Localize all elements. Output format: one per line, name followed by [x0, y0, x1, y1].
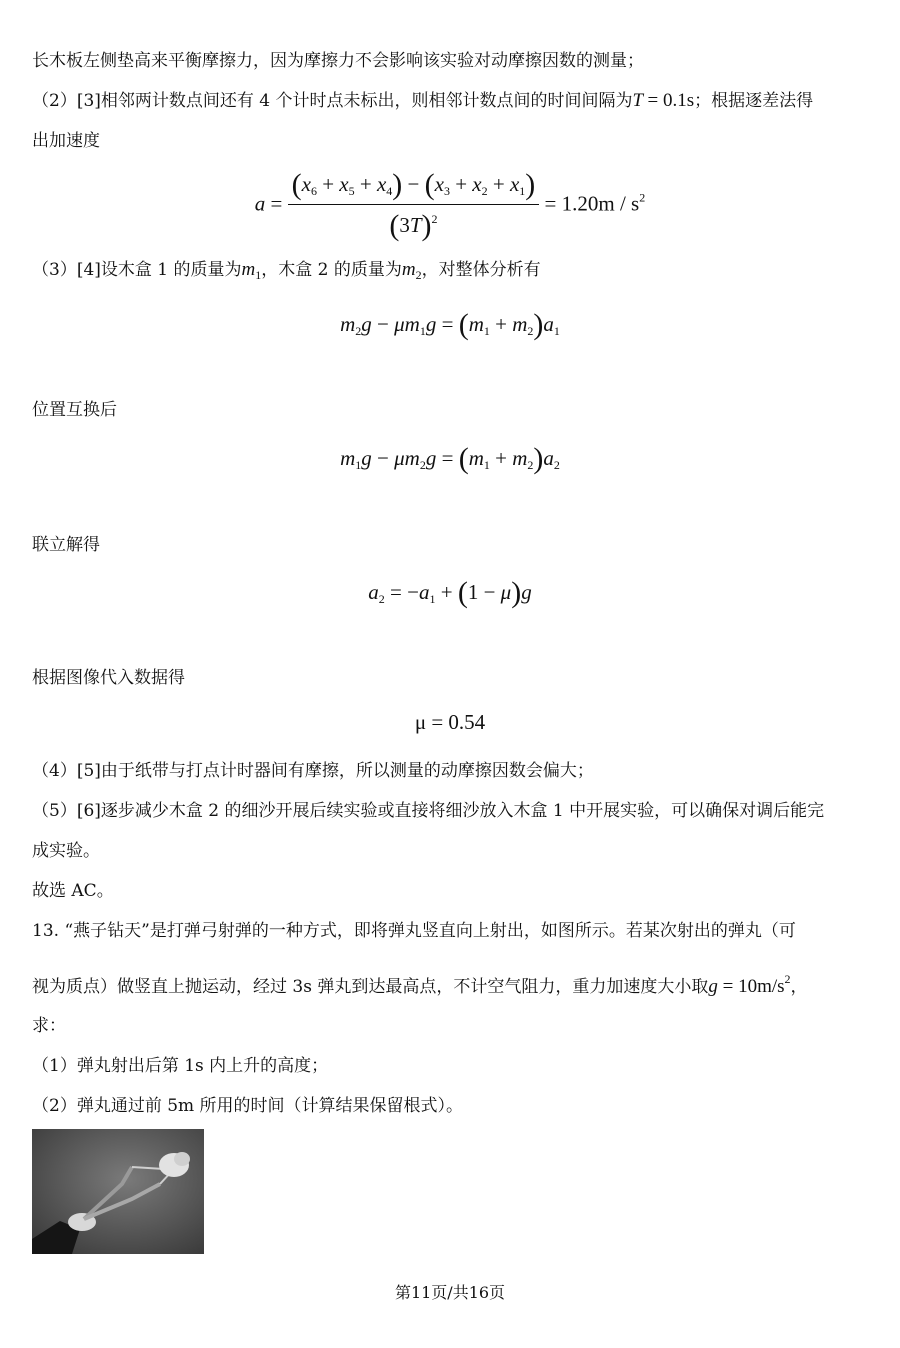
question-13-part-1: （1）弹丸射出后第 1s 内上升的高度；	[32, 1056, 329, 1076]
page-number-footer: 第11页/共16页	[394, 1283, 506, 1302]
question-13-line-2-suffix: ，	[790, 977, 808, 997]
text-line-7: 根据图像代入数据得	[32, 668, 185, 688]
text-line-9: （5）[6]逐步减少木盒 2 的细沙开展后续实验或直接将细沙放入木盒 1 中开展实验，可以确保对调后能完	[32, 801, 825, 821]
text-line-2	[32, 89, 813, 113]
acceleration-result: = 1.20m / s	[544, 191, 640, 216]
text-line-11: 故选 AC。	[32, 881, 114, 901]
question-13-line-3: 求：	[32, 1016, 66, 1036]
text-line-4-mid: ，木盒 2 的质量为	[261, 260, 402, 280]
question-13-part-2: （2）弹丸通过前 5m 所用的时间（计算结果保留根式）。	[32, 1096, 464, 1116]
time-interval-math: T = 0.1s	[632, 90, 695, 111]
equation-whole-system: $m_2g - \mu m_1g = (m_1 + m_2)a_1$	[340, 308, 560, 341]
equation-combined: $a_2 = -a_1 + (1 - \mu)g$	[368, 576, 532, 609]
text-line-2-suffix: ；根据逐差法得	[694, 91, 814, 111]
text-line-8: （4）[5]由于纸带与打点计时器间有摩擦，所以测量的动摩擦因数会偏大；	[32, 761, 594, 781]
text-line-1: 长木板左侧垫高来平衡摩擦力，因为摩擦力不会影响该实验对动摩擦因数的测量；	[32, 51, 644, 71]
text-line-2-prefix: （2）[3]相邻两计数点间还有 4 个计时点未标出，则相邻计数点间的时间间隔为	[32, 91, 633, 111]
text-line-3: 出加速度	[32, 131, 100, 151]
equation-swapped: $m_1g - \mu m_2g = (m_1 + m_2)a_2$	[340, 442, 560, 475]
slingshot-photo	[32, 1129, 204, 1254]
mu-result-equation: μ = 0.54	[414, 710, 486, 734]
text-line-4: （3）[4]设木盒 1 的质量为$m_1$，木盒 2 的质量为$m_2$，对整体分析有	[32, 259, 541, 282]
text-line-4-suffix: ，对整体分析有	[421, 260, 541, 280]
question-13-line-2-prefix: 视为质点）做竖直上抛运动，经过 3s 弹丸到达最高点，不计空气阻力，重力加速度大小取	[32, 977, 709, 997]
text-line-6: 联立解得	[32, 535, 100, 555]
acceleration-equation: a = $\frac{(x_6 + x_5 + x_4) - (x_3 + x_2 + x_1)}{(3T)^2}$ = $1.20m / s^2$	[254, 168, 646, 242]
question-13-line-2: 视为质点）做竖直上抛运动，经过 3s 弹丸到达最高点，不计空气阻力，重力加速度大小取$g = 10m/s^2$，	[32, 972, 808, 997]
text-line-10: 成实验。	[32, 841, 100, 861]
acceleration-fraction: $\frac{(x_6 + x_5 + x_4) - (x_3 + x_2 + x_1)}{(3T)^2}$	[288, 168, 540, 243]
text-line-5: 位置互换后	[32, 400, 117, 420]
question-13-line-1: 13. “燕子钻天”是打弹弓射弹的一种方式，即将弹丸竖直向上射出，如图所示。若某次射出的弹丸（可	[32, 921, 796, 941]
text-line-4-prefix: （3）[4]设木盒 1 的质量为	[32, 260, 242, 280]
